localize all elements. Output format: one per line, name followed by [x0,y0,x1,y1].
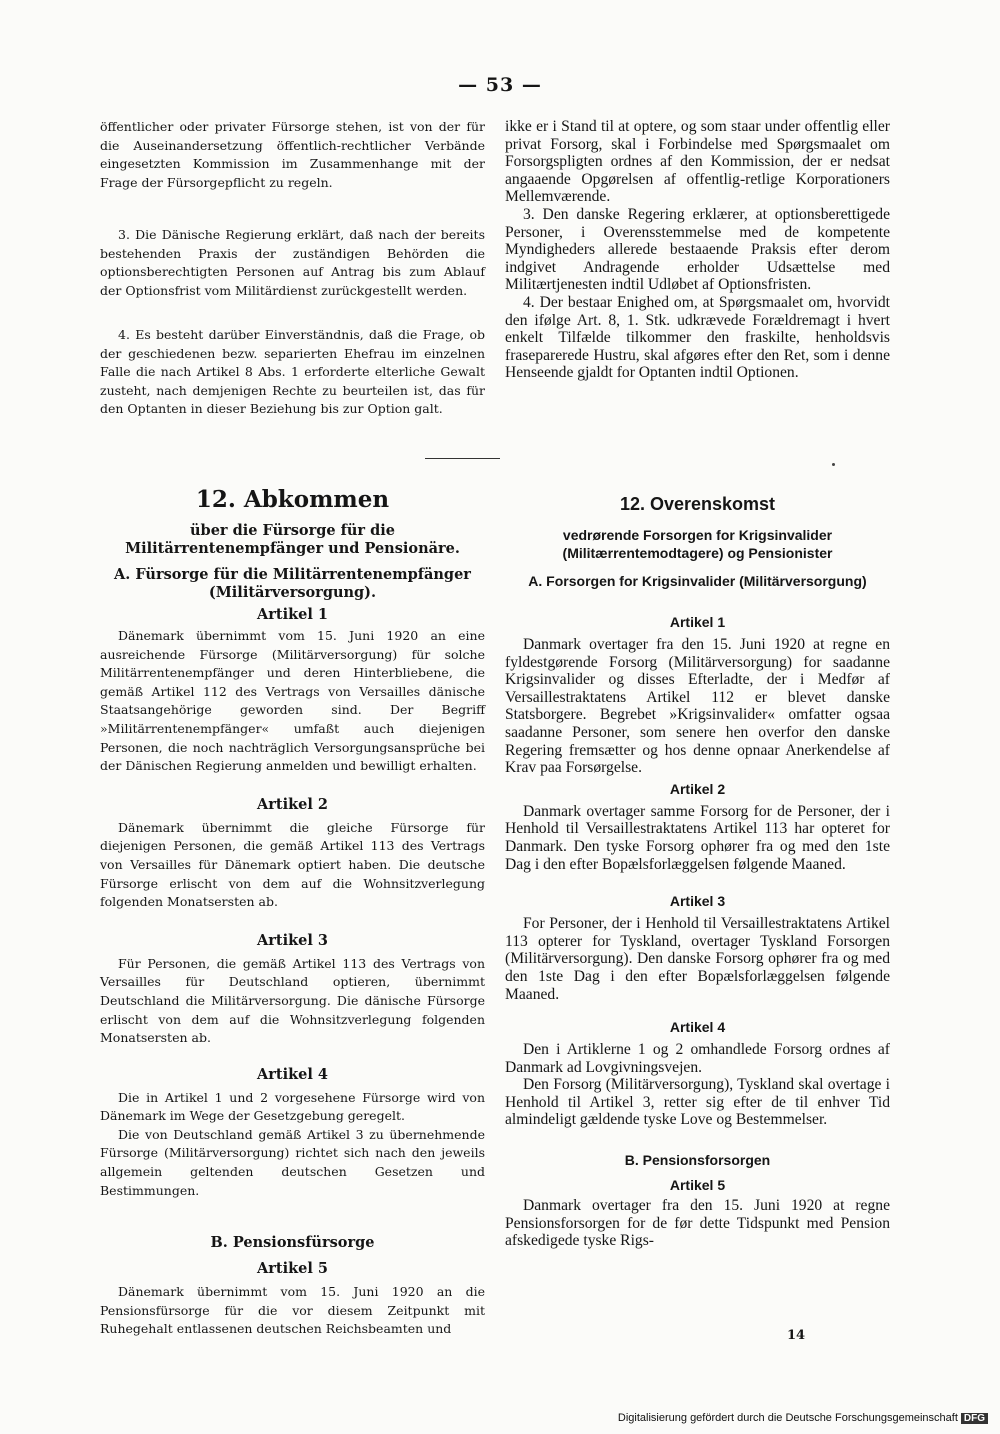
de-art4a: Die in Artikel 1 und 2 vorgesehene Fürsorge wird von Dänemark im Wege der Gesetzgebung geregelt. [100,1089,485,1124]
da-art2-heading: Artikel 2 [669,780,726,797]
da-art2: Danmark overtager samme Forsorg for de Personer, der i Henhold til Versaillestraktatens Artikel 113 har opteret for Danmark. Den tyske Forsorg ophører fra og med den 1ste Dag i den efter Bopælsforlæggelsen følgende Maaned. [505,802,890,873]
de-continuation [100,118,485,192]
da-para-4: 4. Der bestaar Enighed om, at Spørgsmaalet om, hvorvidt den ifølge Art. 8, 1. Stk. udkrævede Forældremagt i hvert enkelt Tilfælde tilkommer den fraskilte, henholdsvis fraseparerede Hustru, skal afgøres efter den Ret, som i denne Henseende gjaldt for Optanten indtil Optionen. [505,293,890,382]
da-art5: Danmark overtager fra den 15. Juni 1920 at regne Pensionsforsorgen for de før dette Tidspunkt med Pension afskedigede tyske Rigs- [505,1197,890,1250]
de-subtitle: über die Fürsorge für die Militärrentenempfänger und Pensionäre. [125,522,460,557]
de-art2: Dänemark übernimmt die gleiche Fürsorge für diejenigen Personen, die gemäß Artikel 113 des Vertrags von Versailles für Dänemark optiert haben. Die deutsche Fürsorge erlischt von dem auf die Wohnsitzverlegung folgenden Monatsersten ab. [100,819,485,910]
da-art4b: Den Forsorg (Militärversorgung), Tyskland skal overtage i Henhold til Artikel 3, retter sig efter de til enhver Tid almindeligt gældende tyske Love og Bestemmelser. [505,1076,890,1129]
de-para-3-block [100,226,485,300]
de-art3-heading: Artikel 3 [256,931,328,949]
de-art1: Dänemark übernimmt vom 15. Juni 1920 an eine ausreichende Fürsorge (Militärversorgung) für solche Militärrentenempfänger und deren Hinterbliebene, die gemäß Artikel 112 des Vertrags von Versailles dänische Staatsangehörige geworden sind. Der Begriff »Militärrentenempfänger« umfaßt auch diejenigen Personen, die noch nachträglich Versorgungsansprüche bei der Dänischen Regierung anmelden und bewilligt erhalten. [100,628,485,774]
de-para-cont: öffentlicher oder privater Fürsorge stehen, ist von der für die Auseinandersetzung öffentlich-rechtlicher Verbände eingesetzten Kommission im Zusammenhange mit der Frage der Fürsorgepflicht zu regeln. [100,119,485,190]
dfg-logo: DFG [961,1413,988,1424]
da-para-cont: ikke er i Stand til at optere, og som staar under offentlig eller privat Forsorg, skal i Forbindelse med Spørgsmaalet om Forsorgspligten ordnes af den Kommission, der er nedsat angaaende Opgørelsen af offentlig-retlige Korporationers Mellemværende. [505,118,890,206]
da-art1: Danmark overtager fra den 15. Juni 1920 at regne en fyldestgørende Forsorg (Militärversorgung) for saadanne Krigsinvalider og disses Efterladte, der i Medfør af Versaillestraktatens Artikel 112 er blevet danske Statsborgere. Begrebet »Krigsinvalider« omfatter ogsaa saadanne Personer, som senere hen overfor den danske Regering fremsætter og hos denne opnaar Anerkendelse af Krav paa Forsørgelse. [505,636,890,777]
de-para-4-block [100,326,485,419]
da-art5-heading: Artikel 5 [669,1177,726,1194]
de-section-b: B. Pensionsfürsorge [210,1234,375,1252]
speck [832,463,835,466]
de-agreement [100,486,485,1339]
de-art4-heading: Artikel 4 [256,1065,328,1083]
da-title: 12. Overenskomst [619,494,776,514]
digitization-credit [618,1412,988,1424]
de-art2-heading: Artikel 2 [256,795,328,813]
de-para-3: 3. Die Dänische Regierung erklärt, daß nach der bereits bestehenden Praxis der zuständigen Behörden die optionsberechtigten Personen auf Antrag bis zum Ablauf der Optionsfrist vom Militärdienst zurückgestellt werden. [100,227,485,298]
de-section-a: A. Fürsorge für die Militärrentenempfänger (Militärversorgung). [114,566,471,601]
de-art5: Dänemark übernimmt vom 15. Juni 1920 an die Pensionsfürsorge für die vor diesem Zeitpunkt mit Ruhegehalt entlassenen deutschen Reichsbeamten und [100,1284,485,1337]
de-art4b: Die von Deutschland gemäß Artikel 3 zu übernehmende Fürsorge (Militärversorgung) richtet sich nach den jeweils allgemein geltenden deutschen Gesetzen und Bestimmungen. [100,1126,485,1198]
de-para-4: 4. Es besteht darüber Einverständnis, daß die Frage, ob der geschiedenen bezw. separierten Ehefrau im einzelnen Falle die nach Artikel 8 Abs. 1 erforderte elterliche Gewalt zusteht, nach demjenigen Rechte zu beurteilen ist, das für den Optanten in dieser Beziehung bis zur Option galt. [100,327,485,417]
da-art3: For Personer, der i Henhold til Versaillestraktatens Artikel 113 opterer for Tyskland, overtager Tyskland Forsorgen (Militärversorgung). Den danske Forsorg ophører fra og med den 1ste Dag i den efter Bopælsforlæggelsen følgende Maaned. [505,915,890,1003]
da-continuation [505,118,890,382]
da-section-b: B. Pensionsforsorgen [624,1152,771,1169]
da-art3-heading: Artikel 3 [669,893,726,910]
de-art5-heading: Artikel 5 [256,1260,328,1278]
credit-text: Digitalisierung gefördert durch die Deutsche Forschungsgemeinschaft [617,1412,958,1424]
de-art1-heading: Artikel 1 [256,606,328,623]
da-art4-heading: Artikel 4 [669,1019,726,1036]
da-agreement [505,490,890,1250]
da-art4a: Den i Artiklerne 1 og 2 omhandlede Forsorg ordnes af Danmark ad Lovgivningsvejen. [505,1041,890,1076]
de-title: 12. Abkommen [195,486,390,513]
signature-number: 14 [787,1328,806,1343]
section-divider [425,458,500,459]
da-section-a: A. Forsorgen for Krigsinvalider (Militärversorgung) [528,573,867,589]
da-para-3: 3. Den danske Regering erklærer, at optionsberettigede Personer, i Overensstemmelse med de kompetente Myndigheders allerede bestaaende Praksis efter derom indgivet Andragende erholder Udsættelse med Militærtjenesten indtil Udløbet af Optionsfristen. [505,205,890,294]
de-art3: Für Personen, die gemäß Artikel 113 des Vertrags von Versailles für Deutschland optieren, übernimmt Deutschland die Militärversorgung. Die dänische Fürsorge erlischt von dem auf die Wohnsitzverlegung folgenden Monatsersten ab. [100,955,485,1046]
da-subtitle: vedrørende Forsorgen for Krigsinvalider (Militærrentemodtagere) og Pensionister [562,527,833,561]
da-art1-heading: Artikel 1 [669,614,726,630]
page-number: — 53 — [458,74,542,96]
